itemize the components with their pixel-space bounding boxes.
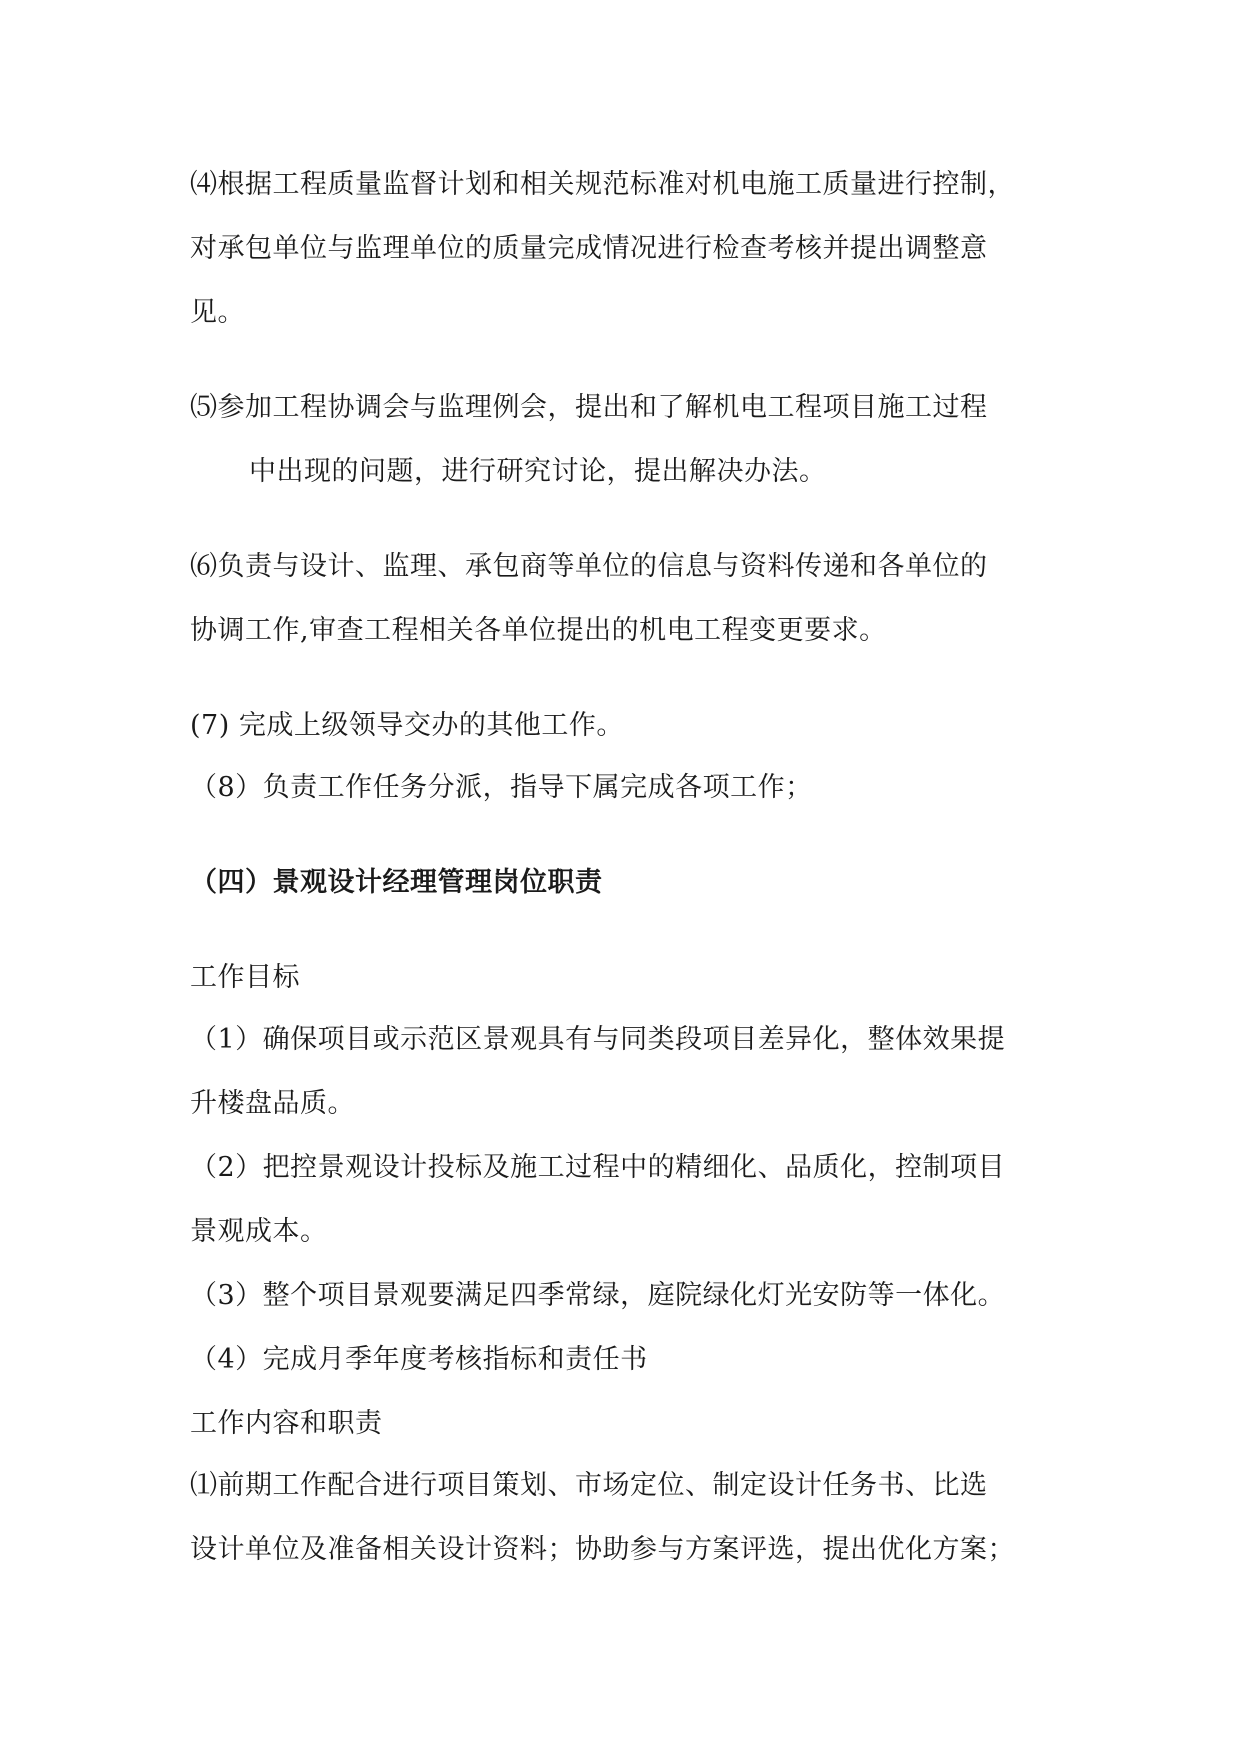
- paragraph-line: 协调工作,审查工程相关各单位提出的机电工程变更要求。: [190, 615, 887, 646]
- paragraph-line: （4）完成月季年度考核指标和责任书: [190, 1344, 648, 1375]
- paragraph-line: 升楼盘品质。: [190, 1088, 355, 1119]
- paragraph-line: 景观成本。: [190, 1216, 328, 1247]
- paragraph-line: ⑸参加工程协调会与监理例会，提出和了解机电工程项目施工过程: [190, 392, 988, 423]
- subheading-line: 工作内容和职责: [190, 1408, 383, 1439]
- paragraph-line: （2）把控景观设计投标及施工过程中的精细化、品质化，控制项目: [190, 1152, 1006, 1183]
- paragraph-line: ⑷根据工程质量监督计划和相关规范标准对机电施工质量进行控制，: [190, 169, 1015, 200]
- paragraph-line: （3）整个项目景观要满足四季常绿，庭院绿化灯光安防等一体化。: [190, 1280, 1006, 1311]
- section-heading: （四）景观设计经理管理岗位职责: [190, 867, 603, 898]
- subheading-line: 工作目标: [190, 962, 300, 993]
- paragraph-line: 对承包单位与监理单位的质量完成情况进行检查考核并提出调整意: [190, 233, 988, 264]
- paragraph-line: ⑴前期工作配合进行项目策划、市场定位、制定设计任务书、比选: [190, 1470, 988, 1501]
- paragraph-line: ⑹负责与设计、监理、承包商等单位的信息与资料传递和各单位的: [190, 551, 988, 582]
- paragraph-line: （8）负责工作任务分派，指导下属完成各项工作；: [190, 772, 813, 803]
- paragraph-line: (7) 完成上级领导交办的其他工作。: [190, 710, 624, 741]
- paragraph-line: 中出现的问题，进行研究讨论，提出解决办法。: [249, 456, 827, 487]
- paragraph-line: 见。: [190, 297, 245, 328]
- paragraph-line: 设计单位及准备相关设计资料；协助参与方案评选，提出优化方案；: [190, 1534, 1015, 1565]
- paragraph-line: （1）确保项目或示范区景观具有与同类段项目差异化，整体效果提: [190, 1024, 1006, 1055]
